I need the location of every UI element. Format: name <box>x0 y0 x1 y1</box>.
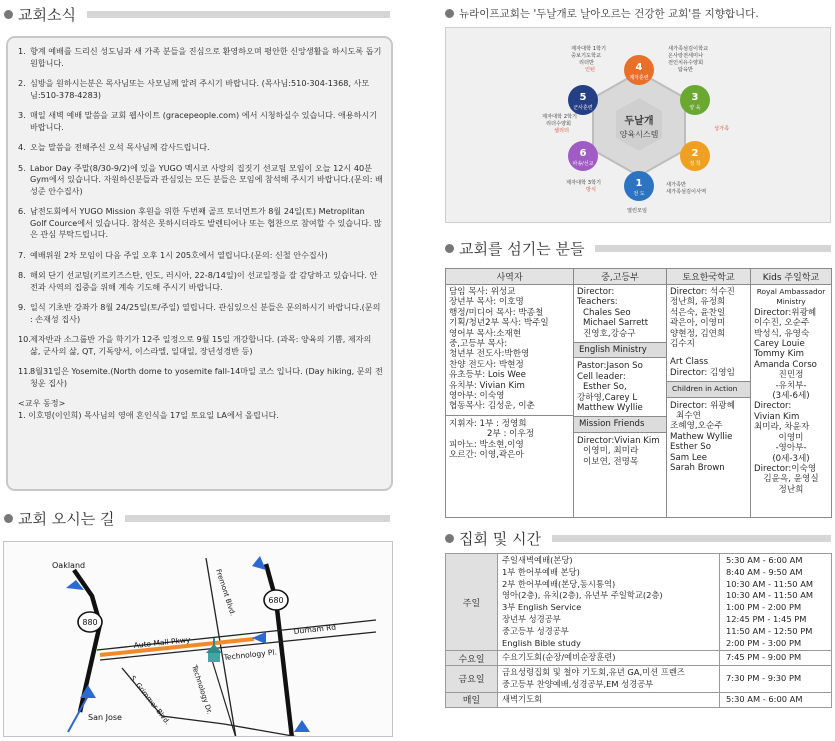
center-line1: 두날개 <box>624 116 654 127</box>
wed-time: 7:45 PM - 9:00 PM <box>720 651 832 666</box>
svg-text:리더반: 리더반 <box>579 60 595 66</box>
staff-line: 협동목사: 김성운, 이춘 <box>449 401 535 412</box>
svg-text:중보기도학교: 중보기도학교 <box>571 53 602 59</box>
news-item-number: 4. <box>18 142 26 152</box>
staff-line: 2부 : 이우정 <box>487 429 535 440</box>
svg-text:정 착: 정 착 <box>689 161 701 167</box>
sunday-service-name: 주일새벽예배(본당) <box>502 555 573 565</box>
node-2 <box>680 141 710 171</box>
sunday-service-time: 10:30 AM - 11:50 AM <box>726 590 814 601</box>
times-title: 집회 및 시간 <box>459 530 541 548</box>
sunday-service-time: 11:50 AM - 12:50 PM <box>726 625 813 636</box>
node-3 <box>680 85 710 115</box>
kyo-item: 1. 이호명(이인희) 목사님의 영애 혼인식을 17일 토요일 LA에서 올립니다. <box>18 409 280 420</box>
sub-header-children-in-action: Children in Action <box>667 381 750 397</box>
news-item <box>18 366 383 389</box>
news-item-text: Labor Day 주말(8/30-9/2)에 있을 YUGO 멕시코 사랑의 집짓기 선교팀 모임이 오늘 12시 40분 Gym에서 있습니다. 자원하신분들과 관심있는 모든 분들은 모임에 참석해 주시기 바랍니다.(문의: 배성준 안수집사) <box>30 162 383 196</box>
header-bar <box>125 515 390 522</box>
system-svg <box>446 28 831 223</box>
news-header <box>4 4 390 25</box>
news-item <box>18 270 383 293</box>
news-item <box>18 163 383 198</box>
staff-line: 찬양 전도사: 박현정 <box>449 359 524 370</box>
staff-line: 중,고등부 목사: <box>449 339 508 350</box>
news-item-text: 매일 새벽 예배 말씀을 교회 웹사이트 (gracepeople.com) 에서 시청하실수 있습니다. 애용하시기 바랍니다. <box>30 110 378 132</box>
road-technology-dr <box>212 660 236 737</box>
svg-text:1: 1 <box>635 178 643 189</box>
staff-line: 유치부: Vivian Kim <box>449 380 525 391</box>
news-item-number: 3. <box>18 110 26 120</box>
svg-text:새가족섬김이사역: 새가족섬김이사역 <box>666 189 707 195</box>
news-item-number: 5. <box>18 162 26 173</box>
header-bar <box>87 11 390 18</box>
news-panel <box>6 36 393 491</box>
staff-line: 피아노: 박소현,이영 <box>449 439 524 450</box>
sunday-service-name: 3부 English Service <box>502 602 582 613</box>
svg-text:파송/선교: 파송/선교 <box>572 161 594 167</box>
sunday-service-name: English Bible study <box>502 637 581 648</box>
news-item <box>18 250 383 262</box>
svg-text:제자대학 3학기: 제자대학 3학기 <box>566 180 602 186</box>
hw880-shield <box>78 612 102 632</box>
times-header <box>445 528 831 549</box>
center-line2: 양육시스템 <box>619 130 659 139</box>
arrow-icon <box>294 720 310 732</box>
news-item-number: 7. <box>18 249 26 260</box>
news-item-number: 8. <box>18 270 26 280</box>
staff-line: 담임 목사: 위성교 <box>449 287 516 297</box>
staff-header-cell: 중,고등부 <box>574 269 667 285</box>
map-svg <box>4 542 393 737</box>
news-item-text: 향계 예배를 드리신 성도님과 새 가족 분들을 진심으로 환영하오며 평안한 신앙생활을 하시도록 돕기 원합니다. <box>30 46 382 68</box>
arrow-icon <box>252 556 266 570</box>
staff-col-korean-school: Director: 석수진 정난희, 유정희 석은숙, 윤찬일 곽은아, 이영미 양현정, 김연희 김수지 Art Class Director: 김영임 Children in Action Director: 위광혜 최수연 조혜영,오순주 Mathew Wyllie Esther So Sam Lee Sarah Brown <box>667 285 751 518</box>
label-technology-dr: Technology Dr. <box>190 664 214 716</box>
sunday-service-time: 10:30 AM - 11:50 AM <box>726 578 814 589</box>
directions-header <box>4 508 390 529</box>
system-header <box>445 6 831 21</box>
svg-text:방식: 방식 <box>586 187 597 193</box>
label-daily: 매일 <box>446 692 498 707</box>
label-fremont: Fremont Blvd. <box>214 568 237 617</box>
news-item <box>18 78 383 101</box>
staff-header-cell: Kids 주일학교 <box>751 269 832 285</box>
svg-text:열린모임: 열린모임 <box>627 208 648 214</box>
news-item <box>18 206 383 241</box>
staff-table <box>445 268 832 518</box>
news-item <box>18 46 383 69</box>
news-item-text: 일식 기초반 강좌가 8월 24/25일(토/주일) 열립니다. 관심있으신 분들은 문의하시기 바랍니다.(문의 : 손재성 집사) <box>30 302 381 324</box>
sub-header-english-ministry: English Ministry <box>574 342 666 358</box>
label-grimmer: S. Grimmer Blvd. <box>128 674 172 727</box>
label-sunday: 주일 <box>446 554 498 651</box>
staff-line: 영어부 목사:소재현 <box>449 328 522 339</box>
staff-line: 행정/미디어 목사: 박종철 <box>449 307 544 318</box>
svg-text:5: 5 <box>579 92 587 103</box>
news-title: 교회소식 <box>18 6 76 24</box>
news-item-text: 8월31일은 Yosemite.(North dome to yosemite fall-14마일 코스 입니다. (Day hiking, 문의 전청운 집사) <box>30 366 383 388</box>
staff-header-cell: 사역자 <box>446 269 574 285</box>
news-item-number: 10. <box>18 334 31 344</box>
daily-service: 새벽기도회 <box>498 692 720 707</box>
staff-title: 교회를 섬기는 분들 <box>459 240 585 258</box>
svg-text:제자대학 2학기: 제자대학 2학기 <box>542 114 578 120</box>
node-5 <box>568 85 598 115</box>
label-auto-mall: Auto Mall Pkwy <box>133 635 191 650</box>
sub-header-mission-friends: Mission Friends <box>574 416 666 432</box>
label-oakland: Oakland <box>52 561 86 570</box>
news-item-number: 1. <box>18 46 26 56</box>
kyo-title: <교우 동정> <box>18 398 66 408</box>
bullet-icon <box>4 514 13 523</box>
svg-text:4: 4 <box>635 62 643 73</box>
news-item-number: 11. <box>18 366 31 376</box>
system-diagram <box>445 27 831 223</box>
sunday-service-name: 영아(2층), 유치(2층), 유년부 주일학교(2층) <box>502 590 663 601</box>
svg-text:제자대학 1학기: 제자대학 1학기 <box>571 46 607 52</box>
staff-header <box>445 238 831 259</box>
svg-text:리더수양회: 리더수양회 <box>546 121 572 127</box>
daily-time: 5:30 AM - 6:00 AM <box>720 692 832 707</box>
news-item <box>18 302 383 325</box>
svg-text:680: 680 <box>268 596 284 605</box>
bullet-icon <box>4 10 13 19</box>
svg-text:셀리더: 셀리더 <box>554 128 570 134</box>
news-list <box>18 46 383 389</box>
bullet-icon <box>445 244 454 253</box>
staff-line: 지휘자: 1부 : 정영희 <box>449 418 527 429</box>
staff-line: 영아부: 이숙영 <box>449 391 505 402</box>
svg-text:온사랑전세미나: 온사랑전세미나 <box>668 53 704 59</box>
system-slogan: 뉴라이프교회는 '두날개로 날아오르는 건강한 교회'를 지향합니다. <box>459 8 759 20</box>
svg-text:전인치유수양회: 전인치유수양회 <box>668 60 704 66</box>
news-item-text: 남전도회에서 YUGO Mission 후원을 위한 두번째 골프 토너먼트가 8월 24일(토) Metroplitan Golf Cource에서 있습니다. 참석은 못하시더라도 발렌티어나 또는 협찬으로 참여할 수 있습니다. 많은 관심 부탁드립니다. <box>30 206 382 239</box>
fri-service: 금요성령집회 및 철야 기도회,유년 GA,미션 프렌즈 중고등부 찬양예배,성경공부,EM 성경공부 <box>498 666 720 693</box>
sunday-times <box>720 554 832 651</box>
news-item-number: 6. <box>18 206 26 216</box>
news-item-text: 해외 단기 선교팀(키르키즈스탄, 인도, 러시아, 22-8/14일)이 선교일정을 잘 감당하고 있습니다. 안전과 사역의 집중을 위해 계속 기도해 주시기 바랍니다. <box>30 270 378 292</box>
news-item-number: 9. <box>18 302 26 312</box>
news-item <box>18 110 383 133</box>
label-san-jose: San Jose <box>88 713 122 722</box>
arrow-icon <box>252 632 266 644</box>
staff-col-youth: Director: Teachers: Chales Seo Michael Sarrett 진영호,강승구 English Ministry Pastor:Jason So Cell leader: Esther So, 강하영,Carey L Matthew Wyllie Mission Friends Director:Vivian Kim 이영미, 최미라 이보연, 전명목 <box>574 285 667 518</box>
label-wednesday: 수요일 <box>446 651 498 666</box>
staff-header-cell: 토요한국학교 <box>667 269 751 285</box>
hw680-shield <box>264 590 288 610</box>
sunday-service-time: 2:00 PM - 3:00 PM <box>726 637 802 648</box>
sunday-services <box>498 554 720 651</box>
label-technology-pl: Technology Pl. <box>223 647 278 662</box>
sunday-service-name: 2부 한어부예배(본당,동시통역) <box>502 578 616 589</box>
svg-text:탐육반: 탐육반 <box>678 67 694 73</box>
news-item <box>18 142 383 154</box>
news-item-text: 오늘 말씀을 전해주신 오석 목사님께 감사드립니다. <box>30 142 210 152</box>
label-friday: 금요일 <box>446 666 498 693</box>
staff-line: 유초등부: Lois Wee <box>449 370 526 381</box>
svg-text:전 도: 전 도 <box>633 191 645 197</box>
header-bar <box>595 245 831 252</box>
news-item-text: 예배위원 2차 모임이 다음 주일 오후 1시 205호에서 열립니다.(문의: 신철 안수집사) <box>30 249 328 260</box>
svg-text:성가족: 성가족 <box>714 126 730 132</box>
news-item <box>18 334 383 357</box>
news-item-number: 2. <box>18 78 26 88</box>
fri-time: 7:30 PM - 9:30 PM <box>720 666 832 693</box>
svg-text:새가족반: 새가족반 <box>666 182 687 188</box>
label-durham: Durham Rd <box>293 622 337 636</box>
staff-col-ministers <box>446 285 574 518</box>
node-6 <box>568 141 598 171</box>
svg-text:3: 3 <box>691 92 699 103</box>
staff-line: 오르간: 이영,곽은아 <box>449 450 524 461</box>
staff-line: 청년부 전도사:박한영 <box>449 349 530 360</box>
sunday-service-name: 1부 한어부예배 본당) <box>502 566 580 577</box>
wed-service: 수요기도회(순장/예비순장훈련) <box>498 651 720 666</box>
arrow-line <box>68 694 89 732</box>
sunday-service-time: 5:30 AM - 6:00 AM <box>726 555 803 565</box>
news-item-text: 심방을 원하시는분은 목사님또는 사모님께 알려 주시기 바랍니다. (목사님:510-304-1368, 사모님:510-378-4283) <box>30 78 370 100</box>
sunday-service-time: 8:40 AM - 9:50 AM <box>726 566 803 577</box>
svg-text:새가족섬김이학교: 새가족섬김이학교 <box>668 46 709 52</box>
node-1 <box>624 171 654 201</box>
header-bar <box>552 535 831 542</box>
svg-text:880: 880 <box>82 618 98 627</box>
svg-text:양 육: 양 육 <box>689 105 701 111</box>
node-4 <box>624 55 654 85</box>
svg-text:군사훈련: 군사훈련 <box>573 105 593 111</box>
directions-map <box>3 541 393 737</box>
svg-text:제자훈련: 제자훈련 <box>629 75 649 81</box>
svg-text:인턴: 인턴 <box>585 67 596 73</box>
staff-line: 장년부 목사: 이호명 <box>449 297 524 308</box>
svg-text:6: 6 <box>579 148 587 159</box>
times-table <box>445 553 832 708</box>
svg-text:2: 2 <box>691 148 699 159</box>
staff-line: 기획/청년2부 목사: 박주일 <box>449 318 549 329</box>
sunday-service-name: 장년부 성경공부 <box>502 613 561 624</box>
bullet-icon <box>445 534 454 543</box>
sunday-service-time: 12:45 PM - 1:45 PM <box>726 613 807 624</box>
staff-col-kids: Royal Ambassador Ministry Director:위광혜 이수진, 오순주 박성식, 유영숙 Carey Louie Tommy Kim Amanda Corso 진민정 -유치부- (3세-6세) Director: Vivian Kim 최미라, 차윤자 이영미 -영아부- (0세-3세) Director:이숙영 김윤옥, 윤영실 정난희 <box>751 285 832 518</box>
bullet-icon <box>445 9 454 18</box>
directions-title: 교회 오시는 길 <box>18 510 115 528</box>
news-item-text: 제자반과 소그룹반 가을 학기가 12주 일정으로 9월 15일 개강합니다. (과목: 양육의 기쁨, 제자의 삶, 군사의 삶, QT, 기독양서, 이스라엘, 일대일, 장년성경반 등) <box>30 334 372 356</box>
sunday-service-time: 1:00 PM - 2:00 PM <box>726 602 802 613</box>
sunday-service-name: 중고등부 성경공부 <box>502 625 569 636</box>
